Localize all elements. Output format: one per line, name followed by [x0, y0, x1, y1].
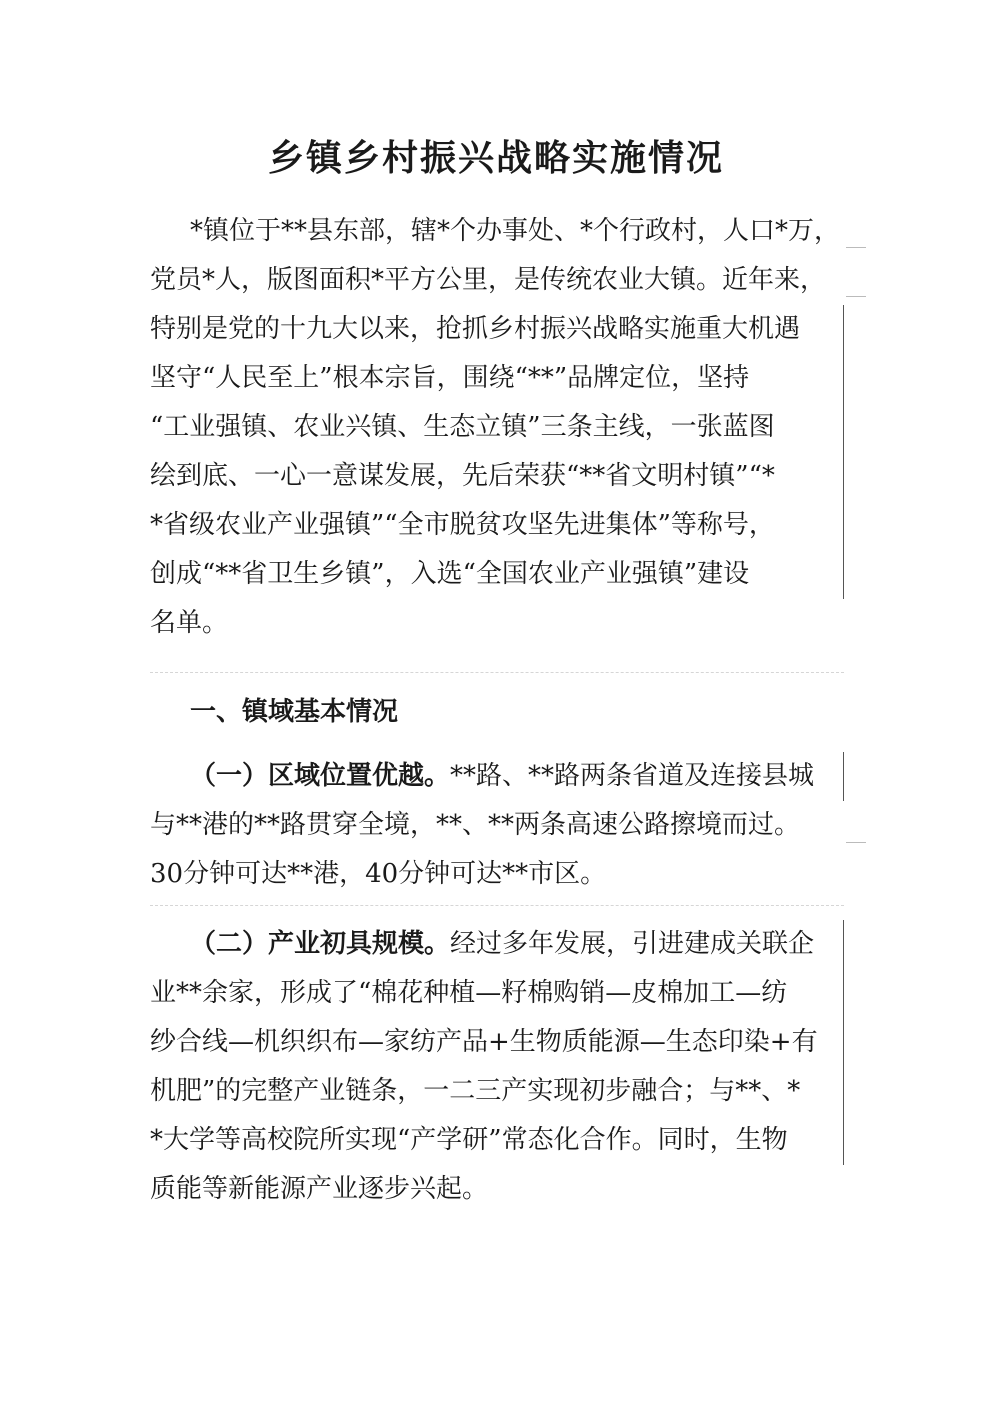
- margin-mark: [846, 286, 866, 297]
- intro-paragraph: [150, 207, 844, 648]
- margin-mark: [846, 237, 866, 248]
- paragraph-line: 30分钟可达**港，40分钟可达**市区。: [150, 859, 607, 889]
- paragraph-line: *大学等高校院所实现“产学研”常态化合作。同时，生物: [150, 1116, 844, 1165]
- paragraph-line: 与**港的**路贯穿全境，**、**两条高速公路擦境而过。: [150, 810, 801, 840]
- paragraph-text: **路、**路两条省道及连接县城: [450, 761, 815, 791]
- section-heading: [150, 688, 844, 737]
- section-heading-text: 一、镇域基本情况: [190, 697, 399, 727]
- intro-line: 特别是党的十九大以来，抢抓乡村振兴战略实施重大机遇: [150, 305, 844, 354]
- paragraph-line: 业**余家，形成了“棉花种植—籽棉购销—皮棉加工—纺: [150, 969, 844, 1018]
- intro-line: *镇位于**县东部，辖*个办事处、*个行政村，人口*万，: [190, 216, 841, 246]
- document-title: 乡镇乡村振兴战略实施情况: [267, 137, 724, 179]
- intro-line: 名单。: [150, 608, 229, 638]
- divider: [150, 672, 844, 673]
- divider: [150, 905, 844, 906]
- intro-line: *省级农业产业强镇”“全市脱贫攻坚先进集体”等称号，: [150, 501, 844, 550]
- paragraph-location: [150, 752, 844, 899]
- paragraph-lead: （一）区域位置优越。: [190, 761, 451, 791]
- intro-line: “工业强镇、农业兴镇、生态立镇”三条主线，一张蓝图: [150, 403, 844, 452]
- paragraph-industry: [150, 920, 844, 1214]
- intro-line: 坚守“人民至上”根本宗旨，围绕“**”品牌定位，坚持: [150, 354, 844, 403]
- paragraph-line: [150, 752, 844, 801]
- intro-line: 党员*人，版图面积*平方公里，是传统农业大镇。近年来，: [150, 265, 827, 295]
- paragraph-line: [150, 920, 844, 969]
- margin-mark: [846, 832, 866, 843]
- paragraph-line: 质能等新能源产业逐步兴起。: [150, 1174, 489, 1204]
- paragraph-line: 机肥”的完整产业链条，一二三产实现初步融合；与**、*: [150, 1067, 844, 1116]
- intro-line: 绘到底、一心一意谋发展，先后荣获“**省文明村镇”“*: [150, 452, 844, 501]
- intro-line: 创成“**省卫生乡镇”，入选“全国农业产业强镇”建设: [150, 550, 844, 599]
- paragraph-line: 纱合线—机织织布—家纺产品+生物质能源—生态印染+有: [150, 1018, 844, 1067]
- paragraph-lead: （二）产业初具规模。: [190, 929, 451, 959]
- paragraph-text: 经过多年发展，引进建成关联企: [450, 929, 815, 959]
